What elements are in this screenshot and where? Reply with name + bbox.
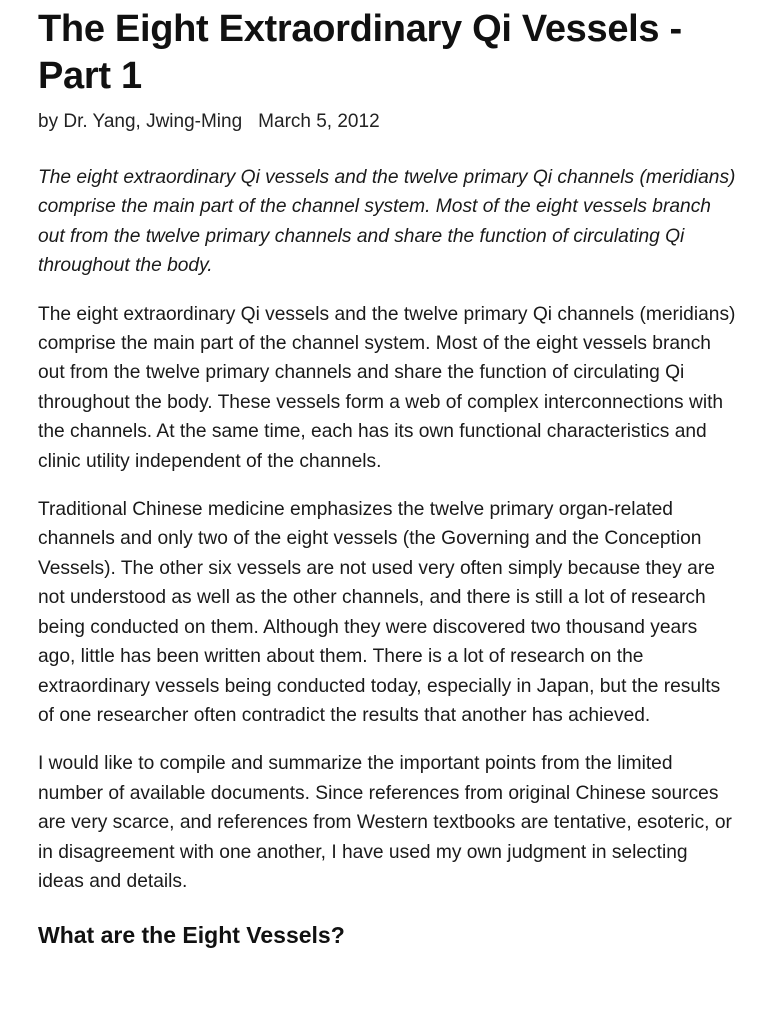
article-meta [38,110,738,134]
section-heading: What are the Eight Vessels? [38,922,345,949]
article-title: The Eight Extraordinary Qi Vessels - Part 1 [38,8,682,97]
publish-date: March 5, 2012 [258,111,380,132]
article [38,6,738,950]
body-paragraph-2: Traditional Chinese medicine emphasizes the twelve primary organ-related channels and only two of the eight vessels (the Governing and the Conception Vessels). The other six vessels are not used very often simply because they are not understood as well as the other channels, and there is still a lot of research being conducted on them. Although they were discovered two thousand years ago, little has been written about them. There is a lot of research on the extraordinary vessels being conducted today, especially in Japan, but the results of one researcher often contradict the results that another has achieved. [38,499,721,726]
body-paragraph-3: I would like to compile and summarize the important points from the limited number of available documents. Since references from original Chinese sources are very scarce, and references from Western textbooks are tentative, esoteric, or in disagreement with one another, I have used my own judgment in selecting ideas and details. [38,753,732,892]
body-paragraph-1: The eight extraordinary Qi vessels and the twelve primary Qi channels (meridians) comprise the main part of the channel system. Most of the eight vessels branch out from the twelve primary channels and share the function of circulating Qi throughout the body. These vessels form a web of complex interconnections with the channels. At the same time, each has its own functional characteristics and clinic utility independent of the channels. [38,303,736,472]
author-byline: by Dr. Yang, Jwing-Ming [38,111,243,132]
lead-paragraph: The eight extraordinary Qi vessels and the twelve primary Qi channels (meridians) comprise the main part of the channel system. Most of the eight vessels branch out from the twelve primary channels and share the function of circulating Qi throughout the body. [38,167,736,277]
